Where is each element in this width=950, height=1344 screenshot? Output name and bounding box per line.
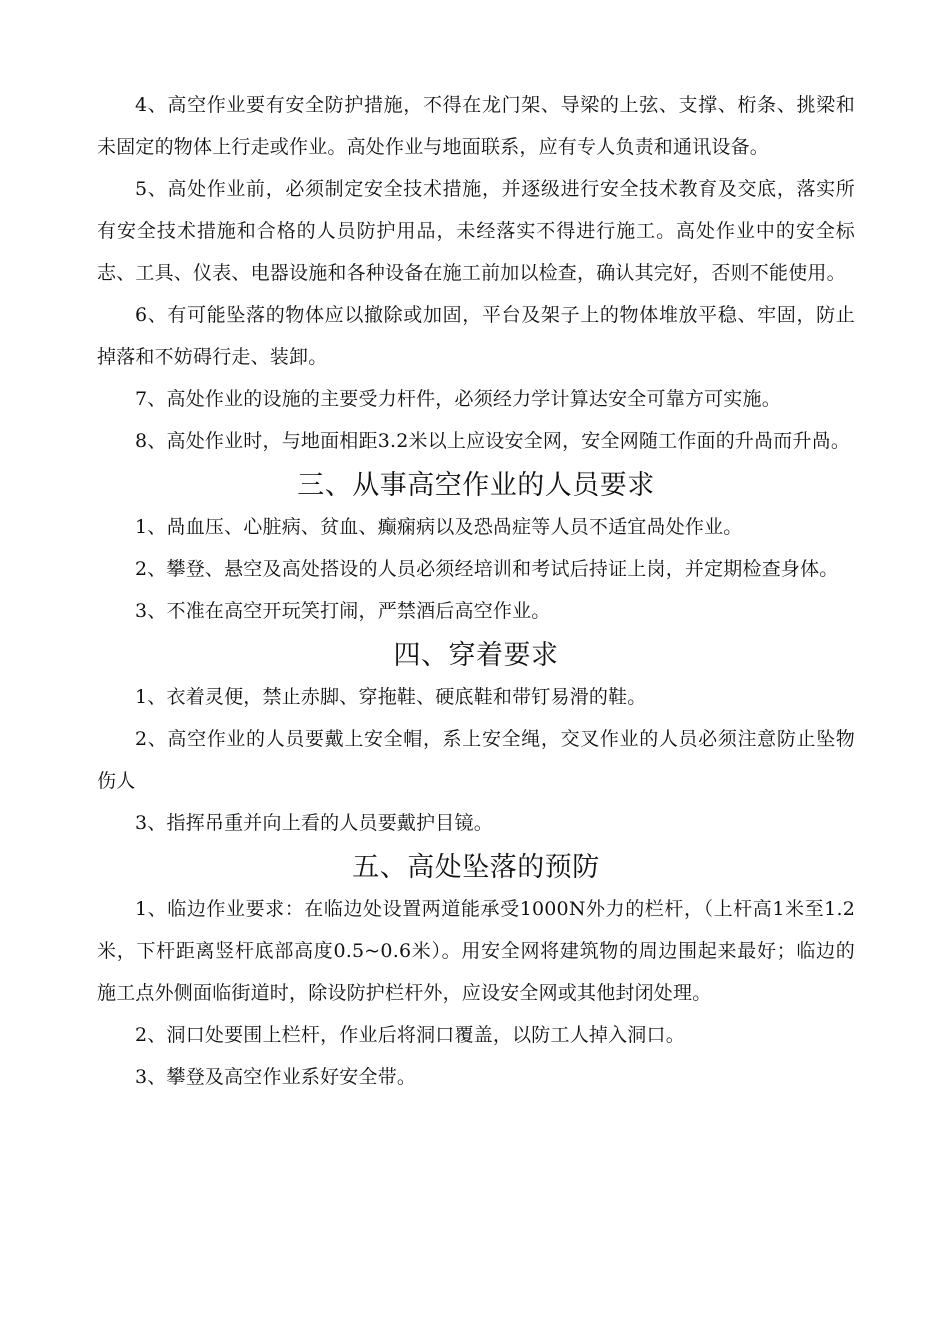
section-4-item-2: 2、高空作业的人员要戴上安全帽，系上安全绳，交叉作业的人员必须注意防止坠物伤人 xyxy=(97,728,855,792)
paragraph-4: 4、高空作业要有安全防护措施，不得在龙门架、导梁的上弦、支撑、桁条、挑梁和未固定的物体上行走或作业。高处作业与地面联系，应有专人负责和通讯设备。 xyxy=(97,94,855,158)
section-4-item-3: 3、指挥吊重并向上看的人员要戴护目镜。 xyxy=(135,812,493,834)
section-3-item-1: 1、咼血压、心脏病、贫血、癫痫病以及恐咼症等人员不适宜咼处作业。 xyxy=(135,516,743,538)
section-5-item-2: 2、洞口处要围上栏杆，作业后将洞口覆盖，以防工人掉入洞口。 xyxy=(135,1024,685,1046)
paragraph-8: 8、高处作业时，与地面相距3.2米以上应设安全网，安全网随工作面的升咼而升咼。 xyxy=(135,430,851,452)
section-3-item-3: 3、不准在高空开玩笑打闹，严禁酒后高空作业。 xyxy=(135,600,551,622)
paragraph-5: 5、高处作业前，必须制定安全技术措施，并逐级进行安全技术教育及交底，落实所有安全技术措施和合格的人员防护用品，未经落实不得进行施工。高处作业中的安全标志、工具、仪表、电器设施和各种设备在施工前加以检查，确认其完好，否则不能使用。 xyxy=(97,178,855,284)
paragraph-6: 6、有可能坠落的物体应以撤除或加固，平台及架子上的物体堆放平稳、牢固，防止掉落和不妨碍行走、装卸。 xyxy=(97,304,855,368)
document-page xyxy=(97,84,855,1098)
paragraph-7: 7、高处作业的设施的主要受力杆件，必须经力学计算达安全可靠方可实施。 xyxy=(135,388,781,410)
section-3-heading: 三、从事高空作业的人员要求 xyxy=(297,470,655,501)
section-5-heading: 五、高处坠落的预防 xyxy=(352,852,600,883)
section-5-item-1: 1、临边作业要求：在临边处设置两道能承受1000N外力的栏杆，（上杆高1米至1.2米，下杆距离竖杆底部高度0.5~0.6米）。用安全网将建筑物的周边围起来最好；临边的施工点外侧面临街道时，除设防护栏杆外，应设安全网或其他封闭处理。 xyxy=(97,898,855,1004)
section-4-heading: 四、穿着要求 xyxy=(393,640,559,671)
section-5-item-3: 3、攀登及高空作业系好安全带。 xyxy=(135,1066,417,1088)
section-3-item-2: 2、攀登、悬空及高处搭设的人员必须经培训和考试后持证上岗，并定期检查身体。 xyxy=(135,558,839,580)
section-4-item-1: 1、衣着灵便，禁止赤脚、穿拖鞋、硬底鞋和带钉易滑的鞋。 xyxy=(135,686,647,708)
